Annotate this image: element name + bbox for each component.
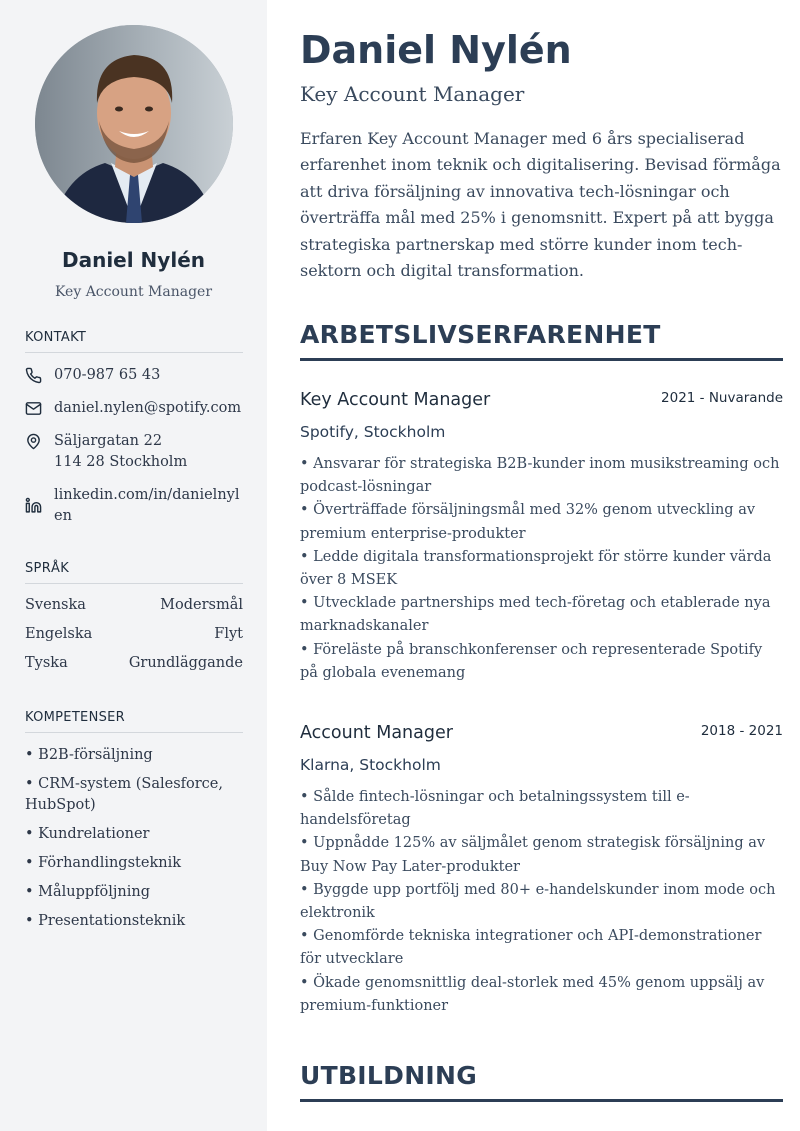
contact-phone: [25, 365, 243, 386]
job-title: Key Account Manager: [300, 390, 491, 410]
job-company: Klarna, Stockholm: [300, 756, 441, 774]
job-entry: [300, 723, 783, 1018]
job-bullet: • Ansvarar för strategiska B2B-kunder inom musikstreaming och podcast-lösningar: [300, 456, 780, 496]
phone-icon: [25, 365, 54, 384]
candidate-name: Daniel Nylén: [300, 28, 572, 72]
contact-email: [25, 398, 243, 419]
job-entry: [300, 390, 783, 685]
language-level: Grundläggande: [128, 655, 243, 671]
contact-address: [25, 431, 243, 473]
contact-linkedin: [25, 485, 243, 527]
language-row: [25, 649, 243, 678]
education-heading: UTBILDNING: [300, 1061, 783, 1102]
experience-heading: ARBETSLIVSERFARENHET: [300, 320, 783, 361]
skills-section: [25, 710, 243, 940]
language-name: Tyska: [25, 655, 68, 671]
mail-icon: [25, 398, 54, 417]
address-street: Säljargatan 22: [54, 433, 163, 449]
profile-summary: Erfaren Key Account Manager med 6 års specialiserad erfarenhet inom teknik och digitalisering. Bevisad förmåga att driva försäljning av innovativa tech-lösningar och överträffa mål med 25% i genomsnitt. Expert på att bygga strategiska partnerskap med större kunder inom tech-sektorn och digital transformation.: [300, 129, 781, 281]
languages-heading: SPRÅK: [25, 561, 243, 584]
sidebar-job-title: Key Account Manager: [54, 284, 213, 300]
language-list: [25, 591, 243, 678]
job-bullet: • Ökade genomsnittlig deal-storlek med 45% genom uppsälj av premium-funktioner: [300, 974, 765, 1014]
contact-section: [25, 330, 243, 527]
email-address[interactable]: daniel.nylen@spotify.com: [54, 400, 242, 416]
skills-heading: KOMPETENSER: [25, 710, 243, 733]
job-bullet: • Byggde upp portfölj med 80+ e-handelskunder inom mode och elektronik: [300, 881, 776, 922]
portrait-image: [35, 25, 233, 223]
job-bullet: • Genomförde tekniska integrationer och API-demonstrationer för utvecklare: [300, 928, 762, 968]
job-bullet: • Sålde fintech-lösningar och betalningssystem till e-handelsföretag: [300, 789, 690, 829]
job-bullet: • Uppnådde 125% av säljmålet genom strategisk försäljning av Buy Now Pay Later-produkter: [300, 835, 766, 875]
language-level: Modersmål: [160, 597, 243, 613]
job-bullets: [300, 453, 783, 685]
candidate-title: Key Account Manager: [300, 82, 525, 106]
languages-section: [25, 561, 243, 678]
job-bullets: [300, 786, 783, 1018]
job-period: 2021 - Nuvarande: [661, 390, 783, 406]
skill-item: • CRM-system (Salesforce, HubSpot): [25, 776, 223, 813]
sidebar-name: Daniel Nylén: [61, 248, 205, 272]
linkedin-icon: [25, 485, 54, 514]
skill-item: • B2B-försäljning: [25, 747, 153, 763]
language-name: Engelska: [25, 626, 93, 642]
job-period: 2018 - 2021: [700, 723, 783, 739]
address-city: 114 28 Stockholm: [54, 454, 188, 470]
linkedin-url[interactable]: linkedin.com/in/danielnylen: [54, 487, 240, 524]
language-row: [25, 620, 243, 649]
language-name: Svenska: [25, 597, 86, 613]
job-bullet: • Ledde digitala transformationsprojekt för större kunder värda över 8 MSEK: [300, 548, 772, 589]
job-title: Account Manager: [300, 723, 453, 743]
skill-item: • Måluppföljning: [25, 884, 151, 900]
job-bullet: • Överträffade försäljningsmål med 32% genom utveckling av premium enterprise-produkter: [300, 502, 756, 542]
contact-heading: KONTAKT: [25, 330, 243, 353]
phone-number[interactable]: 070-987 65 43: [54, 367, 161, 383]
job-bullet: • Utvecklade partnerships med tech-företag och etablerade nya marknadskanaler: [300, 595, 771, 635]
skill-item: • Förhandlingsteknik: [25, 855, 181, 871]
map-pin-icon: [25, 431, 54, 450]
address: [54, 431, 187, 473]
profile-photo: [35, 25, 233, 223]
language-level: Flyt: [214, 626, 243, 642]
job-bullet: • Föreläste på branschkonferenser och representerade Spotify på globala evenemang: [300, 641, 763, 681]
sidebar: [0, 0, 267, 1131]
job-company: Spotify, Stockholm: [300, 423, 446, 441]
skills-list: [25, 745, 243, 932]
skill-item: • Presentationsteknik: [25, 913, 186, 929]
skill-item: • Kundrelationer: [25, 826, 150, 842]
language-row: [25, 591, 243, 620]
